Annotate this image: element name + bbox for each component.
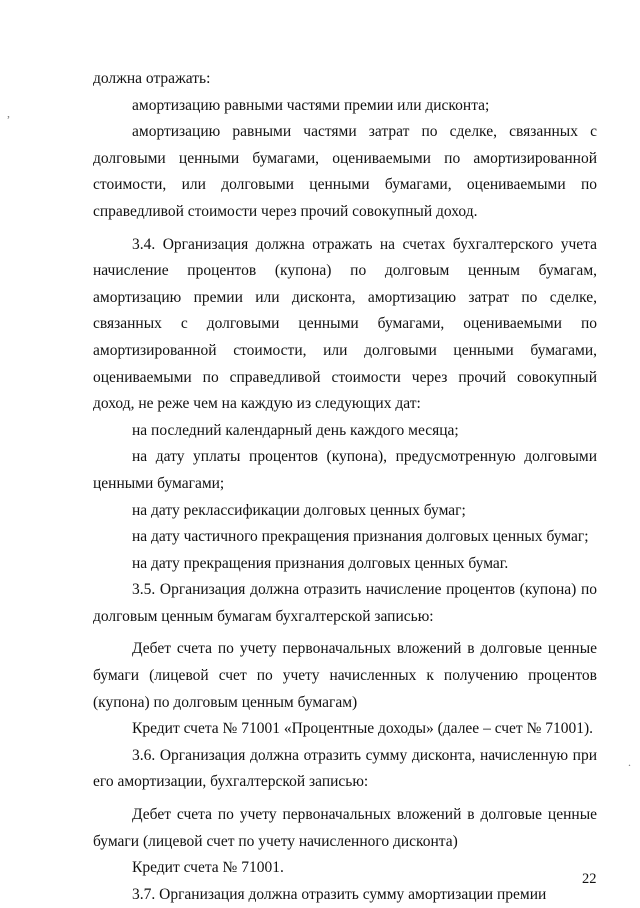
paragraph: амортизацию равными частями премии или дисконта; (132, 96, 490, 114)
document-body (93, 66, 597, 908)
paragraph: 3.7. Организация должна отразить сумму амортизации премии (132, 885, 547, 903)
paragraph: 3.5. Организация должна отразить начисление процентов (купона) по долговым ценным бумагам бухгалтерской записью: (93, 581, 597, 625)
paragraph: на дату прекращения признания долговых ценных бумаг. (132, 554, 509, 572)
scan-mark: . (628, 755, 631, 769)
page-number: 22 (582, 871, 597, 887)
paragraph: на дату реклассификации долговых ценных бумаг; (132, 501, 466, 519)
paragraph: на дату уплаты процентов (купона), предусмотренную долговыми ценными бумагами; (93, 448, 597, 492)
paragraph: на дату частичного прекращения признания долговых ценных бумаг; (132, 528, 589, 546)
paragraph: должна отражать: (93, 70, 211, 87)
paragraph: амортизацию равными частями затрат по сделке, связанных с долговыми ценными бумагами, оцениваемыми по амортизированной стоимости, или долговыми ценными бумагами, оцениваемыми по справедливой стоимости через прочий совокупный доход. (93, 123, 597, 220)
paragraph: 3.6. Организация должна отразить сумму дисконта, начисленную при его амортизации, бухгалтерской записью: (93, 746, 597, 791)
paragraph: Кредит счета № 71001 «Процентные доходы» (далее – счет № 71001). (132, 720, 594, 738)
paragraph: на последний календарный день каждого месяца; (132, 421, 459, 439)
paragraph: Дебет счета по учету первоначальных вложений в долговые ценные бумаги (лицевой счет по учету начисленного дисконта) (93, 806, 597, 850)
paragraph: Кредит счета № 71001. (132, 859, 284, 877)
paragraph: Дебет счета по учету первоначальных вложений в долговые ценные бумаги (лицевой счет по учету начисленных к получению процентов (купона) по долговым ценным бумагам) (93, 640, 597, 711)
paragraph: 3.4. Организация должна отражать на счетах бухгалтерского учета начисление процентов (купона) по долговым ценным бумагам, амортизацию премии или дисконта, амортизацию затрат по сделке, связанных с долговыми ценными бумагами, оцениваемыми по амортизированной стоимости, или долговыми ценными бумагами, оцениваемыми по справедливой стоимости через прочий совокупный доход, не реже чем на каждую из следующих дат: (93, 235, 597, 413)
scan-mark: , (7, 106, 10, 120)
